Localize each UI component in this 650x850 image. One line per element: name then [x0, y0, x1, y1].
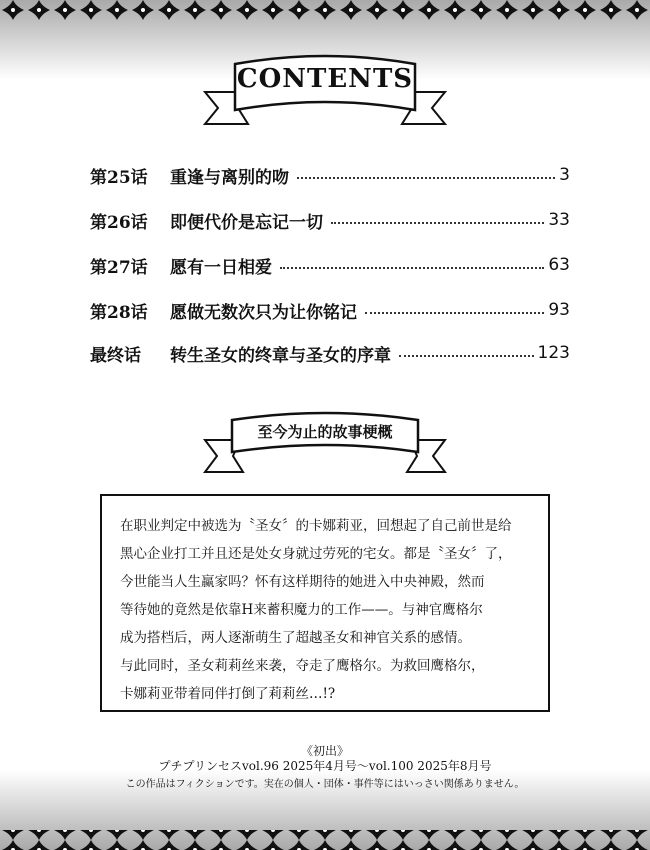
chapter-number: 最终话 — [90, 345, 141, 366]
summary-line: 等待她的竟然是依靠H来蓄积魔力的工作——。与神官鹰格尔 — [120, 602, 483, 618]
chapter-number: 第26话 — [90, 212, 148, 233]
contents-title: CONTENTS — [236, 64, 414, 94]
dot-leader — [297, 177, 555, 179]
dot-leader — [280, 267, 544, 269]
chapter-title: 转生圣女的终章与圣女的序章 — [170, 345, 391, 366]
toc-row — [90, 295, 570, 325]
dot-leader — [399, 355, 534, 357]
chapter-title: 即便代价是忘记一切 — [170, 212, 323, 233]
chapter-title: 重逢与离别的吻 — [170, 167, 289, 188]
summary-line: 卡娜莉亚带着同伴打倒了莉莉丝…!? — [120, 686, 336, 702]
chapter-page: 93 — [548, 300, 570, 320]
chapter-number: 第28话 — [90, 302, 148, 323]
chapter-title: 愿有一日相爱 — [170, 257, 272, 278]
chapter-number: 第27话 — [90, 257, 148, 278]
toc-row — [90, 160, 570, 190]
toc-row — [90, 205, 570, 235]
dot-leader — [365, 312, 544, 314]
summary-line: 与此同时，圣女莉莉丝来袭，夺走了鹰格尔。为救回鹰格尔， — [120, 658, 485, 674]
chapter-number: 第25话 — [90, 167, 148, 188]
chapter-title: 愿做无数次只为让你铭记 — [170, 302, 357, 323]
chapter-page: 63 — [548, 255, 570, 275]
first-publish-label: 《初出》 — [300, 744, 349, 758]
chapter-page: 33 — [548, 210, 570, 230]
summary-line: 今世能当人生赢家吗？怀有这样期待的她进入中央神殿，然而 — [120, 574, 485, 590]
summary-line: 黑心企业打工并且还是处女身就过劳死的宅女。都是〝圣女〞了， — [120, 546, 512, 562]
fiction-disclaimer: この作品はフィクションです。実在の個人・団体・事件等にはいっさい関係ありません。 — [125, 779, 525, 790]
summary-line: 成为搭档后，两人逐渐萌生了超越圣女和神官关系的感情。 — [120, 630, 471, 646]
magazine-info: プチプリンセスvol.96 2025年4月号～vol.100 2025年8月号 — [158, 759, 492, 773]
summary-box — [100, 494, 550, 712]
toc-row — [90, 250, 570, 280]
chapter-page: 123 — [537, 343, 570, 363]
chapter-page: 3 — [559, 165, 570, 185]
summary-banner-title: 至今为止的故事梗概 — [257, 423, 393, 441]
summary-line: 在职业判定中被选为〝圣女〞的卡娜莉亚，回想起了自己前世是给 — [120, 518, 512, 534]
dot-leader — [331, 222, 544, 224]
toc-row — [90, 338, 570, 368]
